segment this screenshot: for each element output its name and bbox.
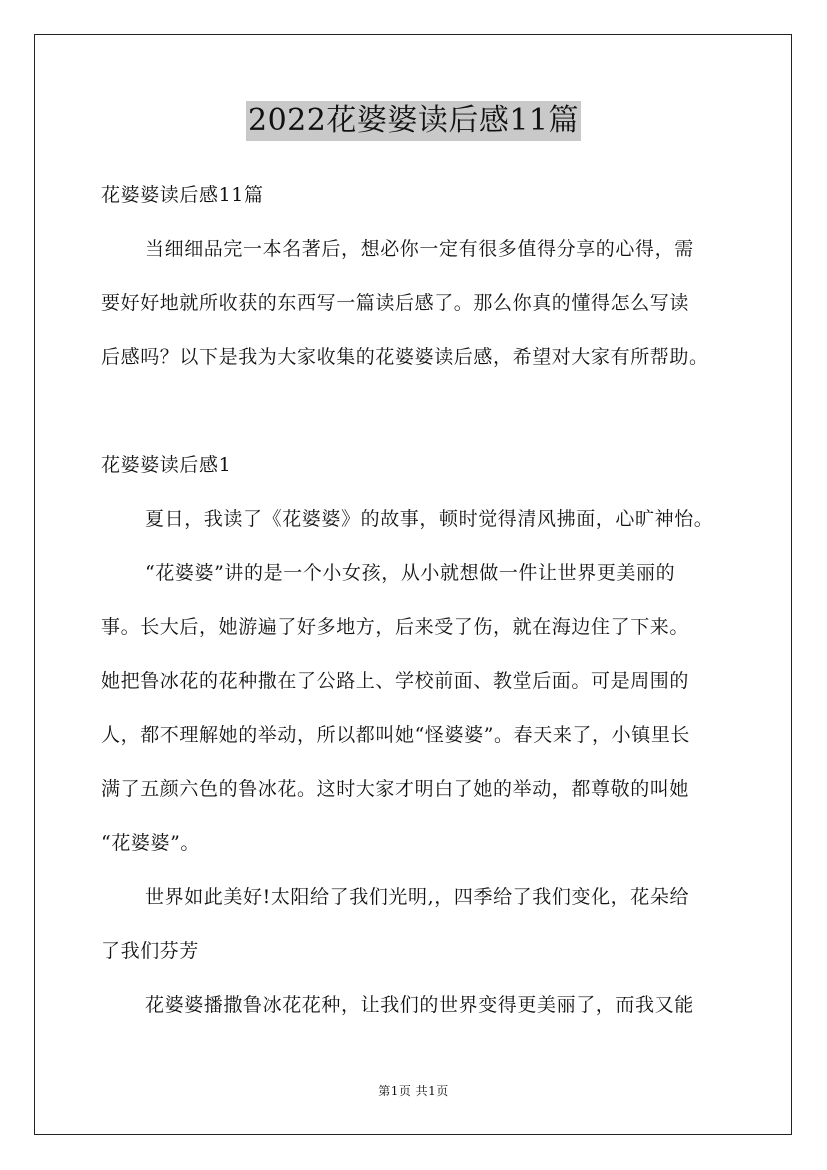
page-title: 2022花婆婆读后感11篇 (246, 101, 581, 141)
title-container (0, 101, 827, 141)
body-line: 满了五颜六色的鲁冰花。这时大家才明白了她的举动，都尊敬的叫她 (101, 778, 690, 800)
body-line: 了我们芬芳 (101, 940, 200, 962)
body-line: 花婆婆播撒鲁冰花花种，让我们的世界变得更美丽了，而我又能 (145, 994, 694, 1016)
document-subtitle: 花婆婆读后感11篇 (101, 184, 264, 206)
body-line: 世界如此美好!太阳给了我们光明,，四季给了我们变化，花朵给 (145, 886, 690, 908)
intro-line: 当细细品完一本名著后，想必你一定有很多值得分享的心得，需 (145, 238, 694, 260)
body-line: 人，都不理解她的举动，所以都叫她“怪婆婆”。春天来了，小镇里长 (101, 724, 691, 746)
body-line: 事。长大后，她游遍了好多地方，后来受了伤，就在海边住了下来。 (101, 616, 690, 638)
intro-line: 后感吗？以下是我为大家收集的花婆婆读后感，希望对大家有所帮助。 (101, 346, 709, 368)
intro-line: 要好好地就所收获的东西写一篇读后感了。那么你真的懂得怎么写读 (101, 292, 690, 314)
body-line: 夏日，我读了《花婆婆》的故事，顿时觉得清风拂面，心旷神怡。 (145, 508, 714, 530)
body-line: 她把鲁冰花的花种撒在了公路上、学校前面、教堂后面。可是周围的 (101, 670, 690, 692)
page-footer: 第1页 共1页 (378, 1084, 449, 1098)
body-line: “花婆婆”讲的是一个小女孩，从小就想做一件让世界更美丽的 (145, 562, 676, 584)
body-line: “花婆婆”。 (101, 832, 201, 854)
section-heading: 花婆婆读后感1 (101, 454, 232, 476)
